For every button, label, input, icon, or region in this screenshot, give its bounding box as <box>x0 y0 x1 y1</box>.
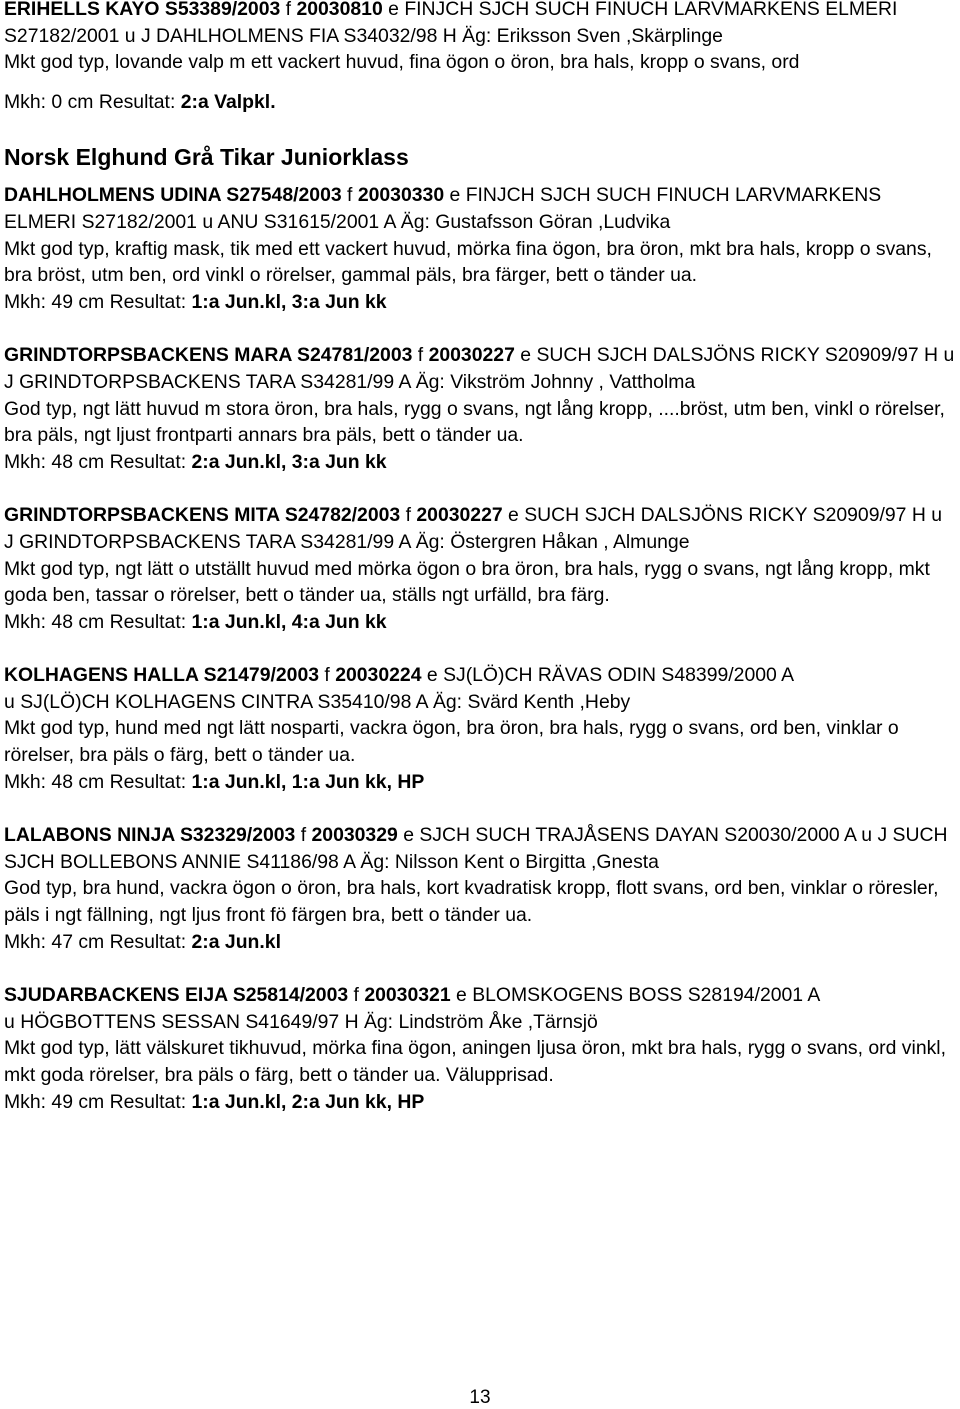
dog-sex: f <box>324 664 330 687</box>
entry-erihells-kayo <box>4 0 956 115</box>
result: 2:a Jun.kl, 3:a Jun kk <box>191 450 387 473</box>
result-line <box>4 769 956 796</box>
sire: SJ(LÖ)CH RÄVAS ODIN S48399/2000 A <box>443 664 795 687</box>
owner: Äg: Östergren Håkan , Almunge <box>415 530 690 553</box>
dam-marker: u <box>202 210 214 233</box>
birth-date: 20030321 <box>364 984 451 1007</box>
owner: Äg: Vikström Johnny , Vattholma <box>415 370 696 393</box>
mkh-label: Mkh: 49 cm Resultat: <box>4 1090 187 1113</box>
result-line <box>4 929 956 956</box>
sire-marker: e <box>520 344 532 367</box>
mkh-label: Mkh: 47 cm Resultat: <box>4 930 187 953</box>
result-line <box>4 1089 956 1116</box>
mkh-label: Mkh: 48 cm Resultat: <box>4 610 187 633</box>
entry-pedigree <box>4 502 956 555</box>
sire: FINJCH SJCH SUCH FINUCH LARVMARKENS ELMERI S27182/2001 <box>4 0 898 47</box>
owner: Äg: Svärd Kenth ,Heby <box>432 690 631 713</box>
entry-grindtorpsbackens-mara <box>4 342 956 475</box>
entry-pedigree <box>4 342 956 395</box>
dog-sex: f <box>347 184 353 207</box>
sire: BLOMSKOGENS BOSS S28194/2001 A <box>472 984 821 1007</box>
document-page <box>4 0 956 1142</box>
dog-name: GRINDTORPSBACKENS MITA S24782/2003 <box>4 504 401 527</box>
sire: FINJCH SJCH SUCH FINUCH LARVMARKENS ELMERI S27182/2001 <box>4 184 882 233</box>
result-line <box>4 609 956 636</box>
sire: SUCH SJCH DALSJÖNS RICKY S20909/97 H <box>536 344 939 367</box>
mkh-label: Mkh: 0 cm Resultat: <box>4 90 176 113</box>
dam: HÖGBOTTENS SESSAN S41649/97 H <box>20 1010 359 1033</box>
entry-sjudarbackens-eija <box>4 982 956 1115</box>
result: 1:a Jun.kl, 2:a Jun kk, HP <box>191 1090 425 1113</box>
birth-date: 20030227 <box>428 344 515 367</box>
birth-date: 20030330 <box>357 184 445 207</box>
sire-marker: e <box>426 664 438 687</box>
entry-lalabons-ninja <box>4 822 956 955</box>
entry-pedigree <box>4 982 956 1035</box>
sire: SJCH SUCH TRAJÅSENS DAYAN S20030/2000 A <box>419 824 856 847</box>
dog-sex: f <box>353 984 359 1007</box>
dam-marker: u <box>943 344 955 367</box>
dam: J DAHLHOLMENS FIA S34032/98 H <box>140 24 457 47</box>
owner: Äg: Lindström Åke ,Tärnsjö <box>363 1010 598 1033</box>
dam: ANU S31615/2001 A <box>217 210 396 233</box>
sire-marker: e <box>388 0 399 20</box>
birth-date: 20030227 <box>416 504 503 527</box>
dam-marker: u <box>4 1010 15 1033</box>
entry-dahlholmens-udina <box>4 182 956 315</box>
birth-date: 20030329 <box>311 824 398 847</box>
sire-marker: e <box>449 184 461 207</box>
owner: Äg: Eriksson Sven ,Skärplinge <box>462 24 723 47</box>
dog-name: GRINDTORPSBACKENS MARA S24781/2003 <box>4 344 413 367</box>
result: 1:a Jun.kl, 1:a Jun kk, HP <box>191 770 425 793</box>
result-line <box>4 89 956 116</box>
entry-pedigree <box>4 0 956 49</box>
sire-marker: e <box>403 824 414 847</box>
sire-marker: e <box>508 504 519 527</box>
critique: God typ, bra hund, vackra ögon o öron, bra hals, kort kvadratisk kropp, flott svans, ord ben, vinklar o röresler, päls i ngt fällning, ngt ljus front fö färgen bra, bett o tänder ua. <box>4 877 939 927</box>
dog-name: ERIHELLS KAYO S53389/2003 <box>4 0 281 20</box>
mkh-label: Mkh: 49 cm Resultat: <box>4 290 187 313</box>
critique: Mkt god typ, lovande valp m ett vackert huvud, fina ögon o öron, bra hals, kropp o svans, ord <box>4 51 800 74</box>
mkh-label: Mkh: 48 cm Resultat: <box>4 450 187 473</box>
dog-sex: f <box>405 504 411 527</box>
dam: SJ(LÖ)CH KOLHAGENS CINTRA S35410/98 A <box>20 690 428 713</box>
mkh-label: Mkh: 48 cm Resultat: <box>4 770 187 793</box>
dam-marker: u <box>931 504 943 527</box>
sire-marker: e <box>456 984 467 1007</box>
critique: Mkt god typ, lätt välskuret tikhuvud, mörka fina ögon, aningen ljusa öron, mkt bra hals, rygg o svans, ord vinkl, mkt goda rörelser, bra päls o färg, bett o tänder ua. Välupprisad. <box>4 1037 946 1086</box>
dog-sex: f <box>417 344 424 367</box>
dam: J GRINDTORPSBACKENS TARA S34281/99 A <box>4 370 411 393</box>
critique: Mkt god typ, ngt lätt o utställt huvud med mörka ögon o bra öron, bra hals, rygg o svans, ngt lång kropp, mkt goda ben, tassar o rörelser, bett o tänder ua, ställs ngt urfälld, bra färg. <box>4 557 930 607</box>
dog-name: LALABONS NINJA S32329/2003 <box>4 824 296 847</box>
birth-date: 20030224 <box>335 664 422 687</box>
entry-pedigree <box>4 822 956 875</box>
entry-kolhagens-halla <box>4 662 956 795</box>
dog-name: KOLHAGENS HALLA S21479/2003 <box>4 664 320 687</box>
sire: SUCH SJCH DALSJÖNS RICKY S20909/97 H <box>524 504 926 527</box>
entry-grindtorpsbackens-mita <box>4 502 956 635</box>
dam: J GRINDTORPSBACKENS TARA S34281/99 A <box>4 530 411 553</box>
class-heading: Norsk Elghund Grå Tikar Juniorklass <box>4 144 409 171</box>
owner: Äg: Nilsson Kent o Birgitta ,Gnesta <box>360 850 659 873</box>
dam-marker: u <box>4 690 15 713</box>
result: 1:a Jun.kl, 3:a Jun kk <box>191 290 387 313</box>
owner: Äg: Gustafsson Göran ,Ludvika <box>400 210 671 233</box>
dog-name: DAHLHOLMENS UDINA S27548/2003 <box>4 184 342 207</box>
dog-sex: f <box>300 824 307 847</box>
dam-marker: u <box>861 824 873 847</box>
page-number: 13 <box>469 1387 491 1408</box>
entry-pedigree <box>4 662 956 715</box>
dam-marker: u <box>124 24 136 47</box>
dog-sex: f <box>285 0 292 20</box>
result: 2:a Jun.kl <box>191 930 281 953</box>
birth-date: 20030810 <box>296 0 383 20</box>
dog-name: SJUDARBACKENS EIJA S25814/2003 <box>4 984 349 1007</box>
dam: J SUCH SJCH BOLLEBONS ANNIE S41186/98 A <box>4 824 948 873</box>
critique: God typ, ngt lätt huvud m stora öron, bra hals, rygg o svans, ngt lång kropp, ....bröst, utm ben, vinkl o rörelser, bra päls, ngt ljust frontparti annars bra päls, bett o tänder ua. <box>4 397 945 447</box>
critique: Mkt god typ, kraftig mask, tik med ett vackert huvud, mörka fina ögon, bra öron, mkt bra hals, kropp o svans, bra bröst, utm ben, ord vinkl o rörelser, gammal päls, bra färger, bett o tänder ua. <box>4 237 932 287</box>
result: 1:a Jun.kl, 4:a Jun kk <box>191 610 387 633</box>
result-line <box>4 289 956 316</box>
result-line <box>4 449 956 476</box>
result: 2:a Valpkl. <box>180 90 276 113</box>
entry-pedigree <box>4 182 956 235</box>
critique: Mkt god typ, hund med ngt lätt nosparti, vackra ögon, bra öron, bra hals, rygg o svans, ord ben, vinklar o rörelser, bra päls o färg, bett o tänder ua. <box>4 717 899 767</box>
